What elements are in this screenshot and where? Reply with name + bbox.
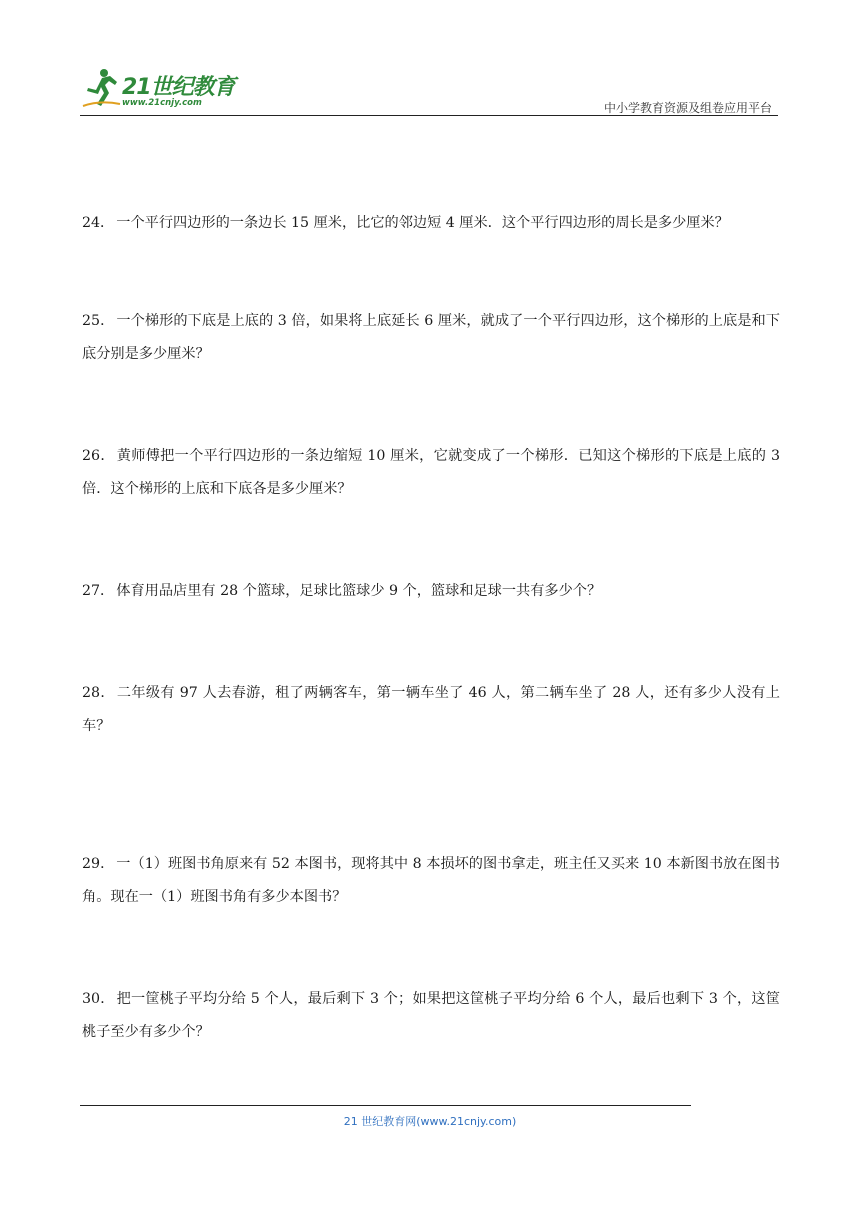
header-divider	[80, 115, 778, 116]
question-text: 二年级有 97 人去春游，租了两辆客车，第一辆车坐了 46 人，第二辆车坐了 28 人，还有多少人没有上车？	[82, 685, 780, 734]
question-29	[82, 848, 780, 914]
question-24	[82, 207, 780, 240]
question-text: 黄师傅把一个平行四边形的一条边缩短 10 厘米，它就变成了一个梯形．已知这个梯形的下底是上底的 3 倍．这个梯形的上底和下底各是多少厘米？	[82, 448, 780, 497]
question-text: 一个平行四边形的一条边长 15 厘米，比它的邻边短 4 厘米．这个平行四边形的周长是多少厘米？	[116, 215, 729, 231]
site-logo	[82, 66, 252, 114]
question-text: 体育用品店里有 28 个篮球，足球比篮球少 9 个，篮球和足球一共有多少个？	[116, 583, 602, 599]
question-text: 一（1）班图书角原来有 52 本图书，现将其中 8 本损坏的图书拿走，班主任又买来 10 本新图书放在图书角。现在一（1）班图书角有多少本图书？	[82, 856, 780, 905]
question-number: 29．	[82, 856, 115, 872]
question-number: 28．	[82, 685, 115, 701]
logo-text: 21世纪教育	[122, 75, 235, 100]
question-number: 25．	[82, 313, 115, 329]
question-28	[82, 677, 780, 743]
question-number: 26．	[82, 448, 115, 464]
question-number: 27．	[82, 583, 115, 599]
page-header	[0, 0, 860, 120]
question-text: 把一筐桃子平均分给 5 个人，最后剩下 3 个；如果把这筐桃子平均分给 6 个人，最后也剩下 3 个，这筐桃子至少有多少个？	[82, 991, 780, 1040]
footer-link[interactable]: 21 世纪教育网(www.21cnjy.com)	[343, 1115, 517, 1128]
header-tagline: 中小学教育资源及组卷应用平台	[603, 101, 772, 115]
question-number: 30．	[82, 991, 115, 1007]
logo-url: www.21cnjy.com	[122, 98, 202, 108]
question-27	[82, 575, 780, 608]
runner-icon	[82, 66, 122, 110]
footer-divider	[80, 1105, 691, 1106]
question-text: 一个梯形的下底是上底的 3 倍，如果将上底延长 6 厘米，就成了一个平行四边形，这个梯形的上底是和下底分别是多少厘米？	[82, 313, 780, 362]
question-25	[82, 305, 780, 371]
question-30	[82, 983, 780, 1049]
question-26	[82, 440, 780, 506]
question-number: 24．	[82, 215, 115, 231]
